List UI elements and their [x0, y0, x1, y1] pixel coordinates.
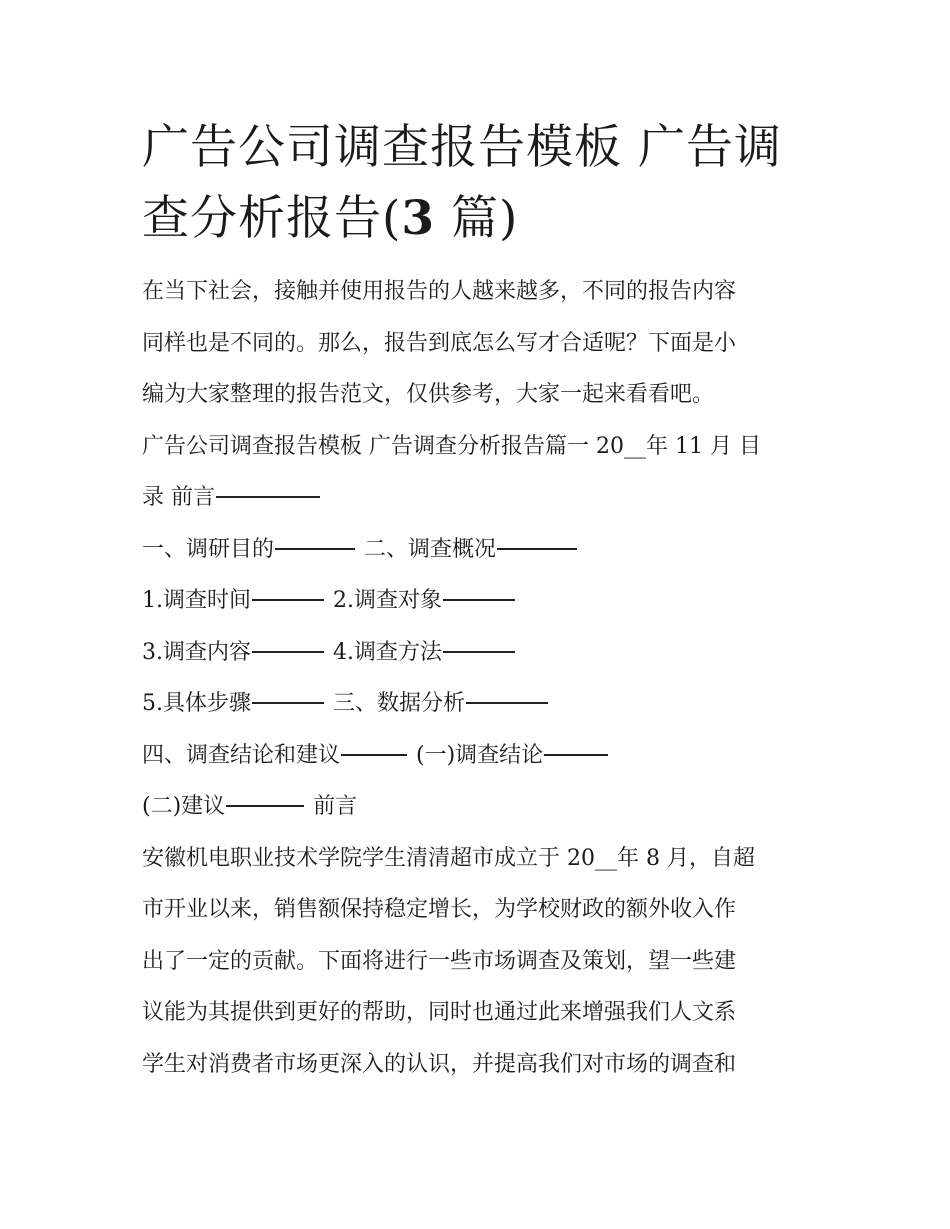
- paragraph-line: 市开业以来，销售额保持稳定增长，为学校财政的额外收入作: [142, 897, 737, 922]
- paragraph-line: 广告公司调查报告模板 广告调查分析报告篇一 20__年 11 月 目: [142, 433, 761, 459]
- toc-entry: 一、调研目的: [142, 536, 275, 562]
- toc-line: [142, 678, 817, 730]
- title-line-2a: 查分析报告(: [142, 191, 402, 246]
- toc-entry: 二、调查概况: [357, 536, 497, 562]
- toc-entry: 三、数据分析: [326, 691, 465, 716]
- toc-entry: 5.具体步骤: [142, 691, 251, 716]
- toc-entry: 1.调查时间: [142, 588, 251, 613]
- toc-entry: 录 前言: [142, 485, 215, 510]
- toc-leader: [443, 599, 515, 601]
- toc-leader: [252, 702, 324, 704]
- toc-line: [142, 575, 817, 627]
- toc-entry: 4.调查方法: [326, 639, 442, 665]
- toc-line: [142, 627, 817, 679]
- paragraph-line: 安徽机电职业技术学院学生清清超市成立于 20__年 8 月，自超: [142, 845, 755, 871]
- toc-leader: [252, 599, 324, 601]
- toc-entry: 前言: [306, 794, 358, 819]
- toc-line: [142, 472, 817, 524]
- toc-leader: [275, 548, 355, 550]
- title-line-2b: 篇): [435, 191, 519, 246]
- toc-leader: [252, 651, 324, 653]
- title-line-1: 广告公司调查报告模板 广告调: [142, 120, 782, 175]
- paragraph-line: 议能为其提供到更好的帮助，同时也通过此来增强我们人文系: [142, 1000, 737, 1025]
- toc-leader: [216, 496, 320, 498]
- toc-leader: [443, 651, 515, 653]
- toc-entry: 2.调查对象: [326, 588, 442, 613]
- toc-leader: [341, 754, 407, 756]
- document-title: [142, 112, 817, 254]
- toc-line: [142, 781, 817, 833]
- toc-leader: [544, 754, 608, 756]
- document-body: [142, 266, 817, 1090]
- paragraph-line: 同样也是不同的。那么，报告到底怎么写才合适呢？下面是小: [142, 330, 737, 356]
- toc-line: [142, 730, 817, 782]
- paragraph-line: 学生对消费者市场更深入的认识，并提高我们对市场的调查和: [142, 1051, 737, 1077]
- toc-leader: [466, 702, 548, 704]
- toc-entry: (一)调查结论: [409, 742, 544, 768]
- paragraph-line: 编为大家整理的报告范文，仅供参考，大家一起来看看吧。: [142, 382, 715, 407]
- title-count: 3: [401, 191, 436, 246]
- paragraph-line: 在当下社会，接触并使用报告的人越来越多，不同的报告内容: [142, 279, 737, 304]
- toc-leader: [226, 805, 304, 807]
- toc-entry: (二)建议: [142, 794, 226, 819]
- document-page: [142, 112, 817, 1090]
- toc-entry: 四、调查结论和建议: [142, 742, 341, 768]
- toc-entry: 3.调查内容: [142, 639, 251, 665]
- toc-leader: [497, 548, 577, 550]
- paragraph-line: 出了一定的贡献。下面将进行一些市场调查及策划，望一些建: [142, 948, 737, 974]
- toc-line: [142, 524, 817, 576]
